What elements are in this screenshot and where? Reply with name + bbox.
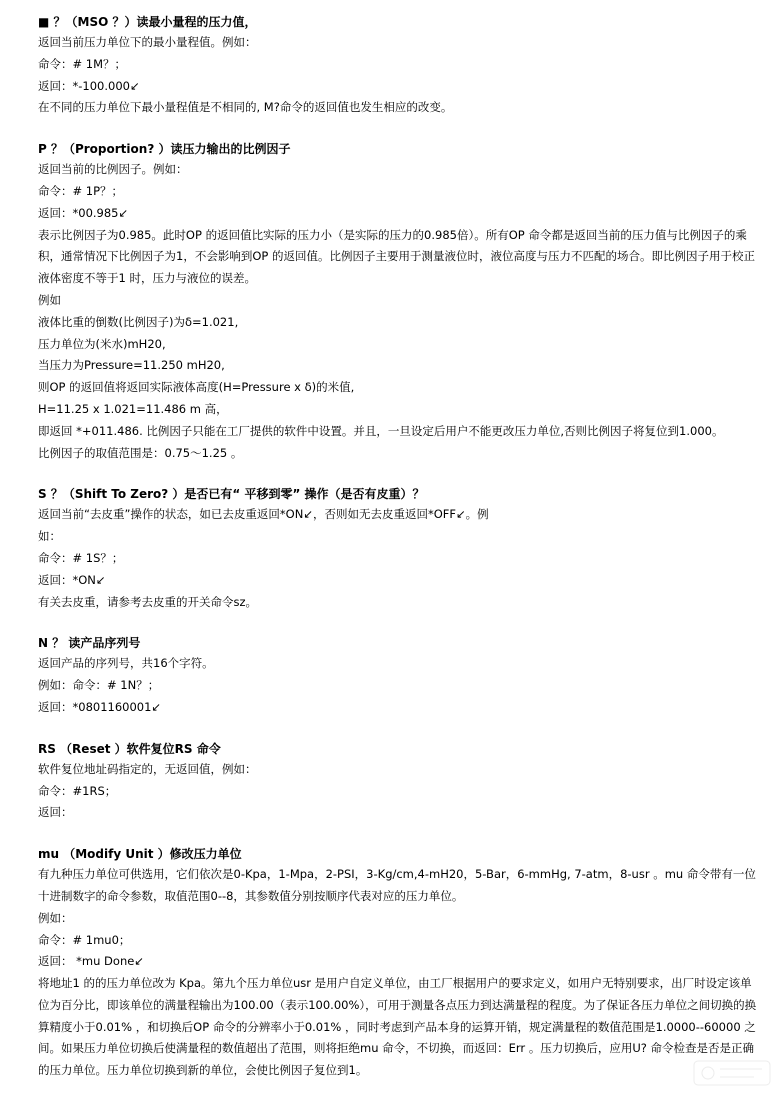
- text-line: 液体比重的倒数(比例因子)为δ=1.021,: [38, 314, 239, 329]
- text-line: 返回：*0801160001↙: [38, 699, 162, 714]
- text-line: 比例因子的取值范围是：0.75～1.25 。: [38, 445, 243, 460]
- document: [38, 12, 762, 1102]
- text-line: 返回当前压力单位下的最小量程值。例如：: [38, 35, 257, 49]
- text-line: 命令：# 1P？；: [38, 183, 124, 198]
- text-line: 返回：*ON↙: [38, 572, 106, 587]
- section-reset: [38, 739, 762, 824]
- section-proportion: [38, 139, 762, 464]
- text-line: 返回：: [38, 805, 73, 820]
- watermark-logo: [690, 1053, 774, 1093]
- text-line: 返回当前的比例因子。例如：: [38, 162, 188, 177]
- text-line: 返回：*-100.000↙: [38, 78, 140, 93]
- text-line: 如：: [38, 529, 61, 544]
- section-heading: N ？ 读产品序列号: [38, 636, 141, 651]
- section-heading: ■ ？（MSO ？）读最小量程的压力值，: [38, 15, 257, 29]
- text-line: 返回： *mu Done↙: [38, 954, 144, 969]
- text-line: 则OP 的返回值将返回实际液体高度(H=Pressure x δ)的米值,: [38, 380, 355, 395]
- text-line: H=11.25 x 1.021=11.486 m 高，: [38, 401, 228, 416]
- text-paragraph: 有九种压力单位可供选用，它们依次是0-Kpa，1-Mpa，2-PSI，3-Kg/cm,4-mH20，5-Bar，6-mmHg, 7-atm，8-usr 。mu 命令带有一位十进制数字的命令参数，取值范围0--8，其参数值分别按顺序代表对应的压力单位。: [38, 867, 756, 903]
- section-heading: mu （Modify Unit ）修改压力单位: [38, 847, 242, 862]
- text-paragraph: 表示比例因子为0.985。此时OP 的返回值比实际的压力小（是实际的压力的0.985倍）。所有OP 命令都是返回当前的压力值与比例因子的乘积，通常情况下比例因子为1，不会影响到OP 的返回值。比例因子主要用于测量液位时，液位高度与压力不匹配的场合。即比例因子用于校正液体密度不等于1 时，压力与液位的误差。: [38, 227, 755, 286]
- text-line: 例如：: [38, 910, 73, 925]
- text-paragraph: 即返回 *+011.486. 比例因子只能在工厂提供的软件中设置。并且，一旦设定后用户不能更改压力单位,否则比例因子将复位到1.000。: [38, 423, 724, 438]
- text-line: 命令：#1RS；: [38, 783, 117, 798]
- text-paragraph: 将地址1 的的压力单位改为 Kpa。第九个压力单位usr 是用户自定义单位，由工厂根据用户的要求定义，如用户无特别要求，出厂时设定该单位为百分比，即该单位的满量程输出为100.00（表示100.00%），可用于测量各点压力到达满量程的程度。为了保证各压力单位之间切换的换算精度小于0.01% ，和切换后OP 命令的分辨率小于0.01% ，同时考虑到产品本身的运算开销，规定满量程的数值范围是1.0000--60000 之间。如果压力单位切换后使满量程的数值超出了范围，则将拒绝mu 命令，不切换，而返回：Err 。压力切换后，应用U? 命令检查是否是正确的压力单位。压力单位切换到新的单位，会使比例因子复位到1。: [38, 976, 757, 1078]
- section-shift-to-zero: [38, 484, 762, 613]
- text-line: 返回当前“去皮重”操作的状态，如已去皮重返回*ON↙，否则如无去皮重返回*OFF↙。例: [38, 507, 489, 522]
- section-heading: S ？（Shift To Zero? ）是否已有“ 平移到零” 操作（是否有皮重）？: [38, 487, 425, 502]
- text-line: 返回产品的序列号，共16个字符。: [38, 656, 214, 671]
- section-heading: RS （Reset ）软件复位RS 命令: [38, 741, 221, 756]
- section-modify-unit: [38, 844, 762, 1082]
- text-line: 命令：# 1S？；: [38, 550, 124, 565]
- section-mso: [38, 12, 762, 119]
- text-line: 有关去皮重，请参考去皮重的开关命令sz。: [38, 594, 258, 609]
- text-line: 软件复位地址码指定的，无返回值，例如：: [38, 761, 257, 776]
- section-serial-number: [38, 633, 762, 718]
- text-line: 在不同的压力单位下最小量程值是不相同的, M?命令的返回值也发生相应的改变。: [38, 100, 453, 115]
- text-line: 命令：# 1M？；: [38, 56, 127, 71]
- text-line: 例如：命令：# 1N？；: [38, 678, 160, 693]
- text-line: 压力单位为(米水)mH20,: [38, 336, 166, 351]
- text-line: 当压力为Pressure=11.250 mH20,: [38, 358, 225, 373]
- text-line: 例如: [38, 292, 61, 307]
- section-heading: P ？（Proportion? ）读压力输出的比例因子: [38, 142, 291, 157]
- text-line: 命令：# 1mu0；: [38, 932, 131, 947]
- text-line: 返回：*00.985↙: [38, 205, 129, 220]
